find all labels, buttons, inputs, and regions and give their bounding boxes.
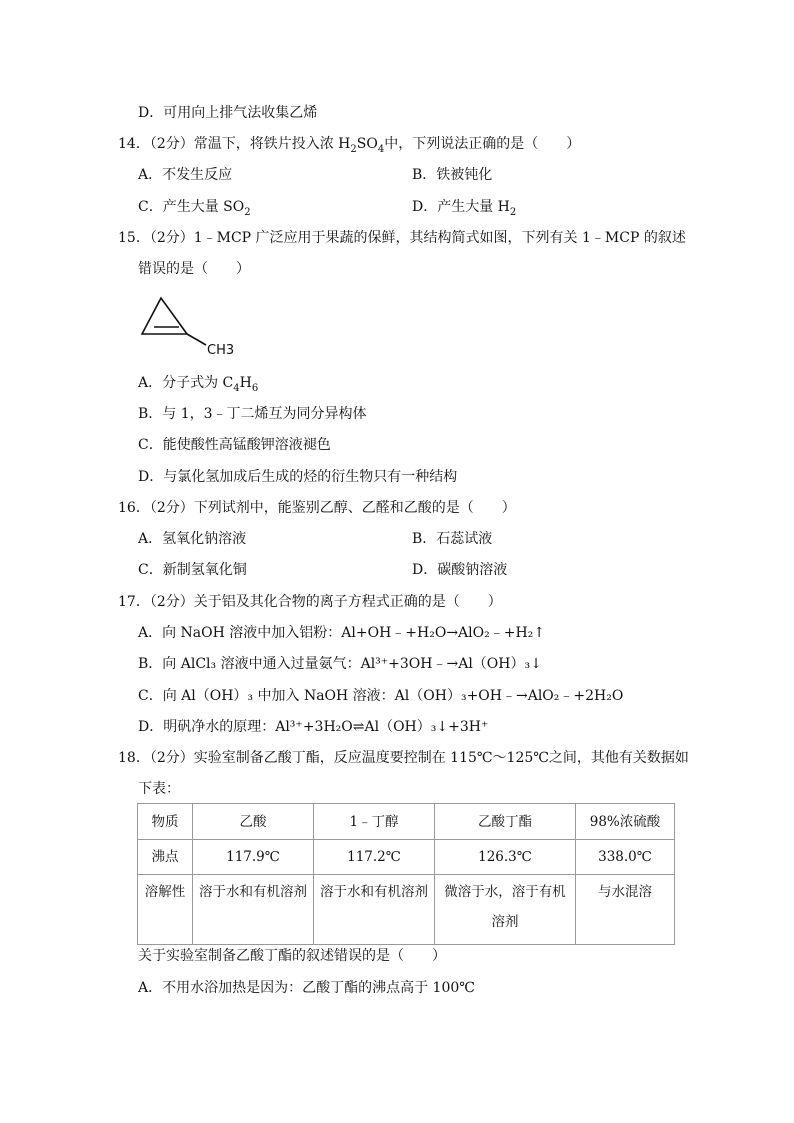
question-14-option-b: B．铁被钝化: [412, 167, 493, 183]
table-row: [138, 804, 675, 840]
question-18-stem-line2: 下表：: [138, 781, 180, 797]
question-17-stem: 17．（2分）关于铝及其化合物的离子方程式正确的是（ ）: [118, 594, 502, 610]
table-cell: 338.0℃: [576, 840, 675, 875]
table-cell: 126.3℃: [435, 840, 576, 875]
question-14-option-c: [138, 197, 251, 217]
subscript: 4: [233, 382, 240, 394]
subscript: 6: [251, 382, 259, 394]
subscript: 2: [509, 206, 517, 218]
question-15-option-b: B．与 1，3﹣丁二烯互为同分异构体: [138, 406, 367, 422]
question-16-option-d: D．碳酸钠溶液: [412, 562, 508, 578]
table-cell: 117.2℃: [314, 840, 435, 875]
question-17-option-b: B．向 AlCl₃ 溶液中通入过量氨气：Al³⁺+3OH﹣→Al（OH）₃↓: [138, 656, 542, 672]
table-cell: 微溶于水，溶于有机溶剂: [435, 875, 576, 945]
table-cell: 与水混溶: [576, 875, 675, 945]
table-cell: 溶解性: [138, 875, 193, 945]
question-14-stem: [118, 134, 580, 154]
subscript: 2: [350, 143, 357, 155]
q15-a-part: H: [239, 375, 252, 391]
question-15-stem-line1: 15．（2分）1﹣MCP 广泛应用于果蔬的保鲜，其结构简式如图，下列有关 1﹣MCP 的叙述: [118, 230, 686, 246]
question-17-option-d: D．明矾净水的原理：Al³⁺+3H₂O⇌Al（OH）₃↓+3H⁺: [138, 719, 489, 735]
table-cell: 98%浓硫酸: [576, 804, 675, 840]
question-15-option-d: D．与氯化氢加成后生成的烃的衍生物只有一种结构: [138, 469, 458, 485]
question-13-option-d: D．可用向上排气法收集乙烯: [138, 105, 318, 121]
table-cell: 乙酸: [193, 804, 314, 840]
methyl-group-label: CH3: [207, 343, 235, 358]
question-15-stem-line2: 错误的是（ ）: [138, 261, 250, 277]
question-18-follow-up: 关于实验室制备乙酸丁酯的叙述错误的是（ ）: [138, 948, 446, 964]
subscript: 2: [244, 206, 251, 218]
q14-stem-part: SO: [356, 136, 378, 152]
q14-d-text: D．产生大量 H: [412, 199, 510, 215]
table-row: [138, 840, 675, 875]
q15-a-part: A．分子式为 C: [138, 375, 234, 391]
question-16-stem: 16．（2分）下列试剂中，能鉴别乙醇、乙醛和乙酸的是（ ）: [118, 500, 516, 516]
subscript: 4: [377, 143, 385, 155]
question-18-option-a: A．不用水浴加热是因为：乙酸丁酯的沸点高于 100℃: [138, 980, 475, 996]
table-cell: 沸点: [138, 840, 193, 875]
table-cell: 物质: [138, 804, 193, 840]
methylcyclopropene-structure: [135, 293, 245, 363]
table-cell: 溶于水和有机溶剂: [314, 875, 435, 945]
question-18-stem-line1: 18．（2分）实验室制备乙酸丁酯，反应温度要控制在 115℃～125℃之间，其他有关数据如: [118, 750, 689, 766]
question-16-option-b: B．石蕊试液: [412, 531, 493, 547]
table-cell: 1﹣丁醇: [314, 804, 435, 840]
question-15-option-a: [138, 373, 258, 393]
q14-c-text: C．产生大量 SO: [138, 199, 245, 215]
question-15-option-c: C．能使酸性高锰酸钾溶液褪色: [138, 437, 331, 453]
table-cell: 117.9℃: [193, 840, 314, 875]
table-cell: 乙酸丁酯: [435, 804, 576, 840]
q14-stem-part: 14．（2分）常温下，将铁片投入浓 H: [118, 136, 351, 152]
property-table: [137, 803, 675, 945]
table-cell: 溶于水和有机溶剂: [193, 875, 314, 945]
question-17-option-c: C．向 Al（OH）₃ 中加入 NaOH 溶液：Al（OH）₃+OH﹣→AlO₂﹣+2H₂O: [138, 688, 624, 704]
question-17-option-a: A．向 NaOH 溶液中加入铝粉：Al+OH﹣+H₂O→AlO₂﹣+H₂↑: [138, 625, 546, 641]
table-row: [138, 875, 675, 945]
question-16-option-c: C．新制氢氧化铜: [138, 562, 247, 578]
question-14-option-d: [412, 197, 516, 217]
q14-stem-part: 中，下列说法正确的是（ ）: [384, 136, 581, 152]
question-16-option-a: A．氢氧化钠溶液: [138, 531, 247, 547]
question-14-option-a: A．不发生反应: [138, 167, 233, 183]
